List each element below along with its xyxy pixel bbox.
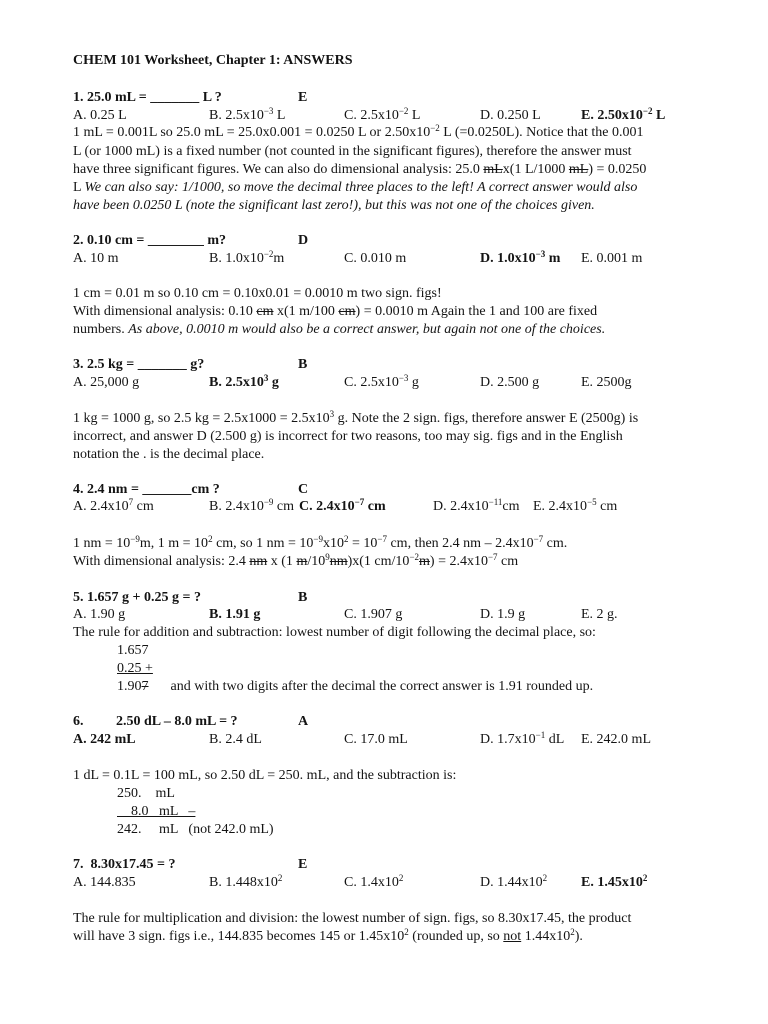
question-6	[73, 713, 309, 731]
option-d: D. $2.4x10^{-11}cm$	[433, 497, 520, 514]
addition-operand-2: 0.25 +	[117, 661, 153, 676]
explanation-2-line-1: 1 cm = 0.01 m so 0.10 cm = 0.10x0.01 = 0.0010 m two sign. figs!	[73, 286, 442, 301]
option-c: C. $1.4x10^2$	[344, 873, 404, 890]
explanation-3-line-2: incorrect, and answer D (2.500 g) is incorrect for two reasons, too may sig. figs and in the English	[73, 429, 623, 444]
explanation-4-line-2: With dimensional analysis: 2.4 nm x (1 $m/10^9nm)x(1$ $cm/10^{-2}m) = 2.4x10^{-7}$ cm	[73, 552, 519, 569]
option-d: D. 2.500 g	[480, 375, 540, 390]
option-a: A. 25,000 g	[73, 375, 140, 390]
question-5	[73, 589, 308, 607]
option-a: A. 10 m	[73, 251, 119, 266]
question-5-text: 5. 1.657 g + 0.25 g = ?	[73, 590, 201, 605]
option-b-correct: B. 1.91 g	[209, 607, 261, 622]
question-6-text: 2.50 dL – 8.0 mL = ?	[116, 714, 238, 729]
option-b: B. $2.5x10^{-3}$ L	[209, 106, 286, 123]
option-b: B. 2.4 dL	[209, 732, 262, 747]
option-c: C. 1.907 g	[344, 607, 403, 622]
question-4-text: 4. 2.4 nm = _______cm ?	[73, 482, 220, 497]
option-d: D. $1.7x10^{-1}$ dL	[480, 730, 565, 747]
explanation-1-line-3: have three significant figures. We can also do dimensional analysis: 25.0 mLx(1 L/1000 mL) = 0.0250	[73, 162, 647, 177]
option-d: D. 1.9 g	[480, 607, 526, 622]
option-c: C. $2.5x10^{-2}$ L	[344, 106, 421, 123]
explanation-1-line-4: L We can also say: 1/1000, so move the decimal three places to the left! A correct answer would also	[73, 180, 638, 195]
explanation-1-line-5: have been 0.0250 L (note the significant last zero!), but this was not one of the choices given.	[73, 198, 595, 213]
option-c: C. $2.5x10^{-3}$ g	[344, 373, 419, 390]
option-e: E. $2.4x10^{-5}$ cm	[533, 497, 618, 514]
question-3-answer: B	[298, 357, 308, 372]
explanation-5-line-1: The rule for addition and subtraction: lowest number of digit following the decimal place, so:	[73, 625, 596, 640]
explanation-3-line-1: 1 kg = 1000 g, so 2.5 kg = $2.5x1000 = 2.5x10^3$ g. Note the 2 sign. figs, therefore answer E (2500g) is	[73, 409, 639, 426]
question-2-text: 2. 0.10 cm = ________ m?	[73, 233, 227, 248]
option-c-correct: C. $2.4x10^{-7}$ cm	[299, 497, 386, 514]
question-1-answer: E	[298, 90, 308, 105]
option-e-correct: E. $1.45x10^2$	[581, 873, 648, 890]
question-5-answer: B	[298, 590, 308, 605]
option-b: B. $2.4x10^{-9}$ cm	[209, 497, 295, 514]
option-a-correct: A. 242 mL	[73, 732, 136, 747]
addition-operand-1: 1.657	[117, 643, 149, 658]
explanation-7-line-2: will have 3 sign. figs i.e., 144.835 becomes 145 or $1.45x10^2$ (rounded up, so not $1.44x10^2$).	[73, 927, 583, 944]
question-6-answer: A	[298, 714, 309, 729]
option-a: A. $2.4x10^7$ cm	[73, 497, 154, 514]
question-7-answer: E	[298, 857, 308, 872]
option-d-correct: D. $1.0x10^{-3}$ m	[480, 249, 561, 266]
subtraction-result: 242. mL (not 242.0 mL)	[117, 822, 274, 837]
question-6-number: 6.	[73, 714, 84, 729]
question-4-answer: C	[298, 482, 309, 497]
option-a: A. 0.25 L	[73, 108, 127, 123]
page-title: CHEM 101 Worksheet, Chapter 1: ANSWERS	[73, 53, 353, 68]
option-a: A. 144.835	[73, 875, 136, 890]
option-e: E. 242.0 mL	[581, 732, 651, 747]
explanation-6-line-1: 1 dL = 0.1L = 100 mL, so 2.50 dL = 250. mL, and the subtraction is:	[73, 768, 457, 783]
option-b: B. $1.0x10^{-2}m$	[209, 249, 285, 266]
option-b-correct: B. $2.5x10^3$ g	[209, 373, 279, 390]
explanation-4-line-1: 1 nm = $10^{-9}m$, 1 $m = 10^2$ cm, so 1 nm = $10^{-9}x10^2 = 10^{-7}$ cm, then 2.4 nm – $2.4x10^{-7}$ cm.	[73, 534, 568, 551]
explanation-1-line-2: L (or 1000 mL) is a fixed number (not counted in the significant figures), therefore the answer must	[73, 144, 632, 159]
explanation-7-line-1: The rule for multiplication and division: the lowest number of sign. figs, so 8.30x17.45, the product	[73, 911, 632, 926]
subtraction-operand-2: 8.0 mL –	[117, 804, 196, 819]
question-3	[73, 356, 308, 374]
explanation-1-line-1: 1 mL = 0.001L so 25.0 mL = 25.0x0.001 = 0.0250 L or $2.50x10^{-2}$ L (=0.0250L). Notice that the 0.001	[73, 123, 644, 140]
option-d: D. 0.250 L	[480, 108, 541, 123]
question-3-text: 3. 2.5 kg = _______ g?	[73, 357, 205, 372]
question-2	[73, 232, 309, 250]
question-2-answer: D	[298, 233, 309, 248]
option-c: C. 17.0 mL	[344, 732, 408, 747]
option-e: E. 2 g.	[581, 607, 618, 622]
option-e: E. 2500g	[581, 375, 632, 390]
explanation-3-line-3: notation the . is the decimal place.	[73, 447, 265, 462]
question-4	[73, 481, 309, 499]
question-7	[73, 856, 308, 874]
question-1	[73, 89, 308, 107]
option-c: C. 0.010 m	[344, 251, 407, 266]
subtraction-operand-1: 250. mL	[117, 786, 175, 801]
option-d: D. $1.44x10^2$	[480, 873, 548, 890]
option-e-correct: E. $2.50x10^{-2}$ L	[581, 106, 666, 123]
explanation-2-line-3: numbers. As above, 0.0010 m would also be a correct answer, but again not one of the choices.	[73, 322, 606, 337]
question-1-text: 1. 25.0 mL = _______ L ?	[73, 90, 222, 105]
option-e: E. 0.001 m	[581, 251, 643, 266]
option-b: B. $1.448x10^2$	[209, 873, 283, 890]
option-a: A. 1.90 g	[73, 607, 126, 622]
question-7-text: 7. 8.30x17.45 = ?	[73, 857, 176, 872]
addition-result: 1.907 and with two digits after the decimal the correct answer is 1.91 rounded up.	[117, 679, 594, 694]
explanation-2-line-2: With dimensional analysis: 0.10 cm x(1 m/100 cm) = 0.0010 m Again the 1 and 100 are fixed	[73, 304, 598, 319]
